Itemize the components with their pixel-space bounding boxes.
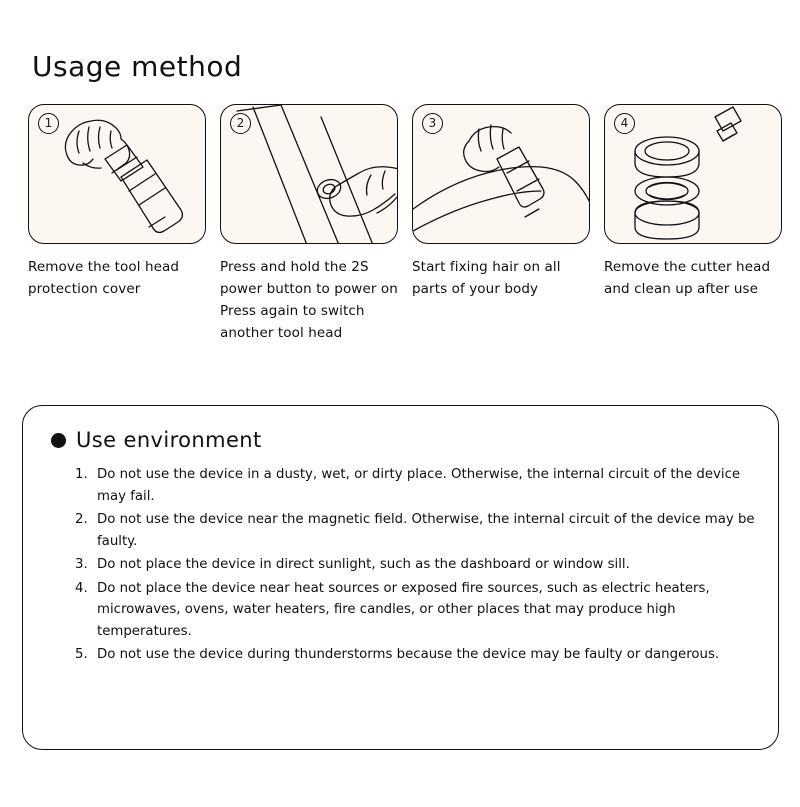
step-number-badge: 1	[38, 113, 59, 134]
list-item-marker: 5.	[75, 647, 88, 662]
use-environment-list	[75, 464, 760, 668]
list-item	[75, 554, 760, 576]
step-3-illustration	[412, 104, 590, 244]
list-item	[75, 509, 760, 552]
list-item-text: Do not place the device in direct sunlight, such as the dashboard or window sill.	[97, 557, 630, 572]
use-environment-heading	[51, 428, 262, 452]
step-1-caption: Remove the tool head protection cover	[28, 259, 180, 297]
list-item	[75, 644, 760, 666]
list-item	[75, 578, 760, 643]
list-item-marker: 3.	[75, 557, 88, 572]
step-4-caption: Remove the cutter head and clean up after use	[604, 259, 771, 297]
list-item-text: Do not use the device near the magnetic field. Otherwise, the internal circuit of the device may be faulty.	[97, 512, 755, 549]
usage-step-4	[604, 104, 782, 344]
usage-step-3	[412, 104, 590, 344]
filled-circle-bullet-icon	[51, 433, 66, 448]
step-number-badge: 3	[422, 113, 443, 134]
page-title: Usage method	[32, 50, 243, 83]
step-4-illustration	[604, 104, 782, 244]
list-item-text: Do not use the device during thunderstorms because the device may be faulty or dangerous.	[97, 647, 720, 662]
step-number-badge: 2	[230, 113, 251, 134]
usage-steps-row	[28, 104, 772, 344]
step-3-caption: Start fixing hair on all parts of your body	[412, 259, 561, 297]
step-2-illustration	[220, 104, 398, 244]
usage-step-1	[28, 104, 206, 344]
usage-step-2	[220, 104, 398, 344]
list-item-marker: 1.	[75, 467, 88, 482]
use-environment-heading-text: Use environment	[76, 428, 262, 452]
list-item-marker: 2.	[75, 512, 88, 527]
use-environment-panel	[22, 405, 779, 750]
step-1-illustration	[28, 104, 206, 244]
step-2-caption: Press and hold the 2S power button to power on Press again to switch another tool head	[220, 259, 398, 341]
list-item-text: Do not place the device near heat sources or exposed fire sources, such as electric heaters, microwaves, ovens, water heaters, fire candles, or other places that may produce high temperatures.	[97, 580, 710, 639]
list-item-text: Do not use the device in a dusty, wet, or dirty place. Otherwise, the internal circuit of the device may fail.	[97, 467, 741, 504]
step-number-badge: 4	[614, 113, 635, 134]
list-item	[75, 464, 760, 507]
list-item-marker: 4.	[75, 580, 88, 596]
